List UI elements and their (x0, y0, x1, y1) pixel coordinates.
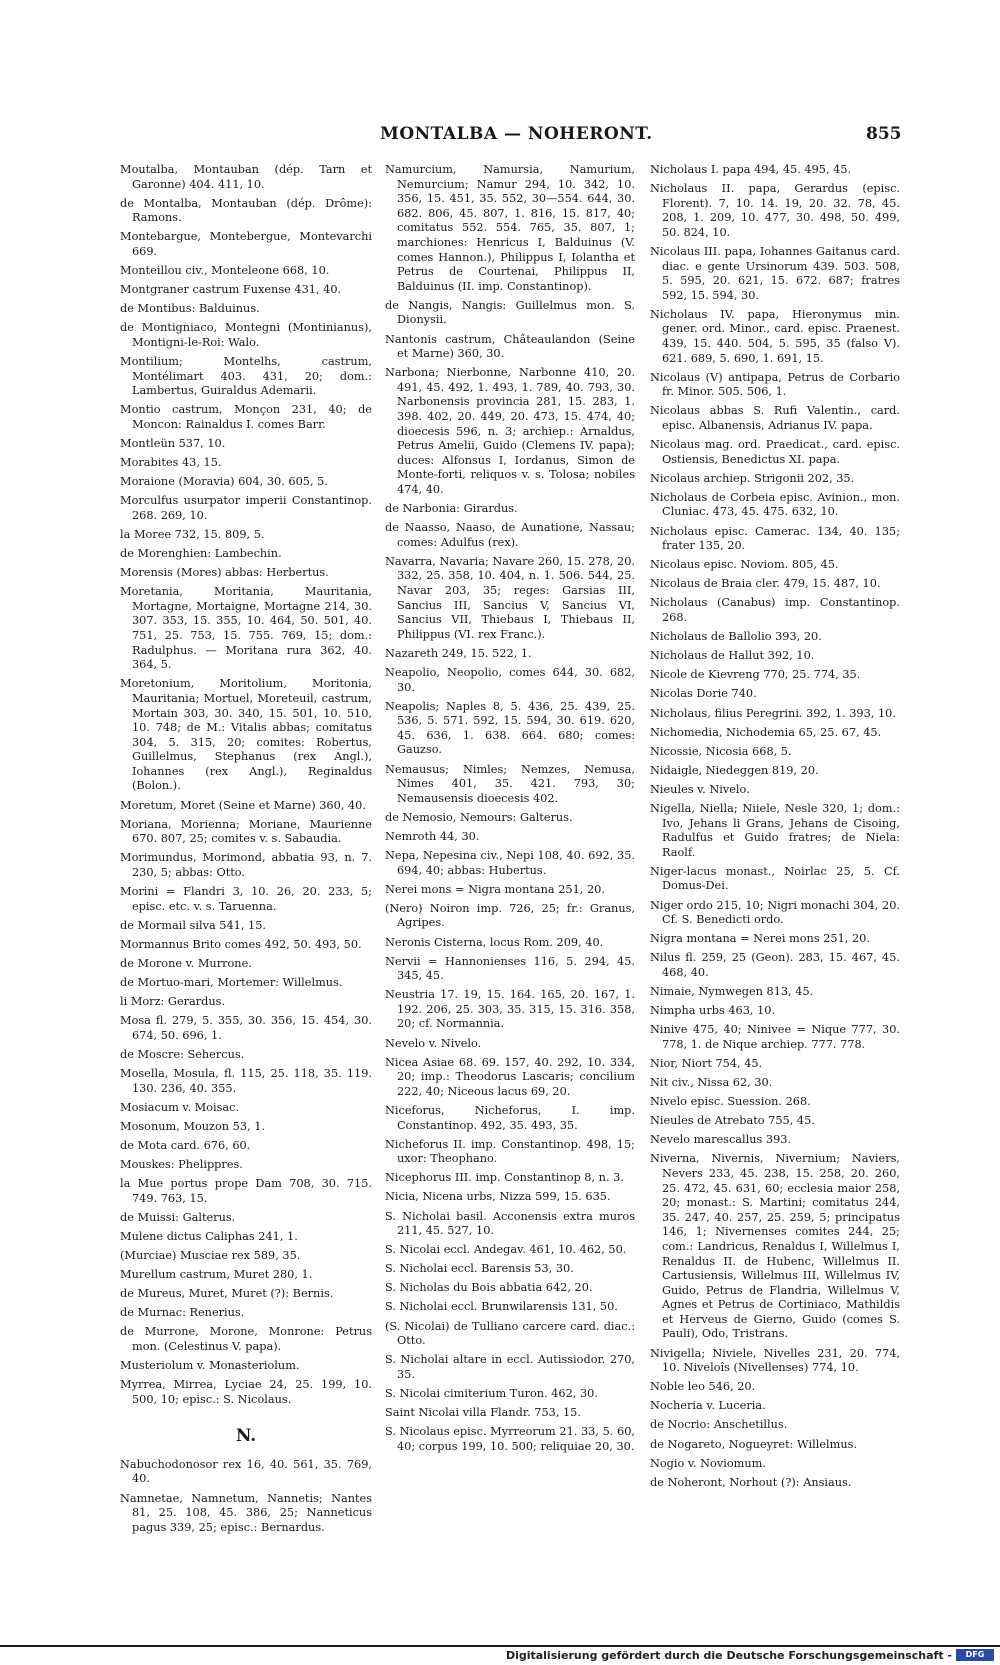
index-entry: Myrrea, Mirrea, Lyciae 24, 25. 199, 10. 500, 10; episc.: S. Nicolaus. (120, 1378, 372, 1406)
footer-rule (0, 1645, 1000, 1647)
index-entry: Mosonum, Mouzon 53, 1. (120, 1119, 266, 1133)
index-entry: Nicole de Kievreng 770, 25. 774, 35. (650, 668, 861, 682)
index-entry: Nicholaus IV. papa, Hieronymus min. gener. ord. Minor., card. episc. Praenest. 439, 15. 440. 504, 5. 595, 35 (falso V). 621. 689, 5. 690, 1. 691, 15. (650, 307, 900, 365)
index-entry: Montio castrum, Monçon 231, 40; de Moncon: Rainaldus I. comes Barr. (120, 403, 372, 431)
index-entry: Nicholaus, filius Peregrini. 392, 1. 393, 10. (650, 706, 896, 720)
index-entry: Nicolaus mag. ord. Praedicat., card. episc. Ostiensis, Benedictus XI. papa. (650, 438, 900, 466)
index-entry: Nevelo v. Nivelo. (385, 1036, 482, 1050)
index-entry: Nogio v. Noviomum. (650, 1456, 766, 1470)
index-entry: S. Nicolai cimiterium Turon. 462, 30. (385, 1386, 598, 1400)
index-entry: Montilium; Montelhs, castrum, Montélimart 403. 431, 20; dom.: Lambertus, Guiraldus Ademarii. (120, 355, 372, 398)
index-entry: Nicholaus I. papa 494, 45. 495, 45. (650, 163, 852, 176)
index-entry: S. Nicholai eccl. Brunwilarensis 131, 50. (385, 1300, 618, 1314)
index-entry: Nimpha urbs 463, 10. (650, 1004, 776, 1018)
index-entry: Morini = Flandri 3, 10. 26, 20. 233, 5; episc. etc. v. s. Taruenna. (120, 885, 372, 913)
index-entry: Nantonis castrum, Châteaulandon (Seine et Marne) 360, 30. (385, 332, 635, 361)
index-entry: de Muissi: Galterus. (120, 1210, 236, 1224)
index-entry: S. Nicolaus episc. Myrreorum 21. 33, 5. 60, 40; corpus 199, 10. 500; reliquiae 20, 30. (385, 1425, 635, 1453)
index-entry: Nichomedia, Nichodemia 65, 25. 67, 45. (650, 725, 882, 739)
index-entry: de Narbonia: Girardus. (385, 502, 518, 516)
index-entry: S. Nicholai basil. Acconensis extra muros 211, 45. 527, 10. (385, 1209, 635, 1238)
index-entry: Nicolaus (V) antipapa, Petrus de Corbario fr. Minor. 505. 506, 1. (650, 370, 900, 399)
index-entry: Nicholaus episc. Camerac. 134, 40. 135; frater 135, 20. (650, 524, 900, 553)
running-title: MONTALBA — NOHERONT. (380, 124, 653, 144)
index-entry: de Murnac: Renerius. (120, 1306, 245, 1320)
index-entry: Niger ordo 215, 10; Nigri monachi 304, 20. Cf. S. Benedicti ordo. (650, 898, 900, 927)
index-entry: de Murrone, Morone, Monrone: Petrus mon. (Celestinus V. papa). (120, 1325, 372, 1353)
index-entry: Nerei mons = Nigra montana 251, 20. (385, 882, 605, 896)
index-entry: Nivelo episc. Suession. 268. (650, 1095, 811, 1109)
index-entry: de Mormail silva 541, 15. (120, 918, 266, 932)
index-entry: Morensis (Mores) abbas: Herbertus. (120, 566, 329, 580)
index-entry: S. Nicolai eccl. Andegav. 461, 10. 462, 50. (385, 1243, 627, 1257)
index-entry: Navarra, Navaria; Navare 260, 15. 278, 20. 332, 25. 358, 10. 404, n. 1. 506. 544, 25. Navar 203, 35; reges: Garsias III, Sancius III, Sancius V, Sancius VI, Sancius VII, Thiebaus I, Thiebaus II, Philippus (VI. rex Franc.). (385, 554, 635, 641)
index-entry: Nicossie, Nicosia 668, 5. (650, 744, 792, 758)
index-entry: Nidaigle, Niedeggen 819, 20. (650, 763, 819, 777)
index-entry: Montleün 537, 10. (120, 437, 226, 450)
index-entry: Niverna, Nivernis, Nivernium; Naviers, Nevers 233, 45. 238, 15. 258, 20. 260, 25. 472, 45. 631, 60; ecclesia maior 258, 20; monast.: S. Martini; comitatus 244, 35. 247, 40. 257, 25. 259, 5; principatus 146, 1; Nivernenses comites 244, 25; com.: Landricus, Renaldus I, Willelmus I, Renaldus II. de Hubenc, Willelmus II. Cartusiensis, Willelmus III, Willelmus IV, Guido, Petrus de Flandria, Willelmus V, Agnes et Petrus de Cortiniaco, Mathildis et Herveus de Gierno, Guido (comes S. Pauli), Odo, Tristrans. (650, 1152, 900, 1341)
index-entry: Nieules de Atrebato 755, 45. (650, 1114, 815, 1128)
index-entry: de Noheront, Norhout (?): Ansiaus. (650, 1475, 852, 1489)
index-entry: Neronis Cisterna, locus Rom. 209, 40. (385, 935, 604, 949)
index-entry: Nigra montana = Nerei mons 251, 20. (650, 932, 870, 946)
dfg-logo: DFG (956, 1649, 994, 1661)
index-entry: Nicholaus de Corbeia episc. Avinion., mon. Cluniac. 473, 45. 475. 632, 10. (650, 490, 900, 519)
index-entry: de Morenghien: Lambechin. (120, 547, 282, 561)
index-entry: Nilus fl. 259, 25 (Geon). 283, 15. 467, 45. 468, 40. (650, 951, 900, 979)
index-entry: Nicolaus abbas S. Rufi Valentin., card. episc. Albanensis, Adrianus IV. papa. (650, 404, 900, 432)
index-entry: Narbona; Nierbonne, Narbonne 410, 20. 491, 45. 492, 1. 493, 1. 789, 40. 793, 30. Narbonensis provincia 281, 15. 283, 1. 398. 402, 20. 449, 20. 473, 15. 474, 40; dioecesis 596, n. 3; archiep.: Arnaldus, Petrus Amelii, Guido (Clemens IV. papa); duces: Alfonsus I, Iordanus, Simon de Monte-forti, reliquos v. s. Tolosa; nobiles 474, 40. (385, 366, 635, 496)
index-entry: Moretania, Moritania, Mauritania, Mortagne, Mortaigne, Mortagne 214, 30. 307. 353, 15. 355, 10. 464, 50. 501, 40. 751, 25. 753, 15. 755. 769, 15; dom.: Radulphus. — Moritana rura 362, 40. 364, 5. (120, 585, 372, 672)
index-entry: Nicholaus de Hallut 392, 10. (650, 649, 815, 663)
index-entry: Nicolaus de Braia cler. 479, 15. 487, 10. (650, 577, 881, 591)
index-entry: Nicolaus episc. Noviom. 805, 45. (650, 558, 839, 572)
index-entry: Moriana, Morienna; Moriane, Maurienne 670. 807, 25; comites v. s. Sabaudia. (120, 817, 372, 846)
index-entry: S. Nicholai altare in eccl. Autissiodor. 270, 35. (385, 1353, 635, 1381)
index-entry: Nepa, Nepesina civ., Nepi 108, 40. 692, 35. 694, 40; abbas: Hubertus. (385, 849, 635, 877)
index-entry: Montgraner castrum Fuxense 431, 40. (120, 283, 342, 297)
index-column-2 (385, 163, 635, 1459)
index-entry: Nervii = Hannonienses 116, 5. 294, 45. 345, 45. (385, 954, 635, 983)
index-entry: Mormannus Brito comes 492, 50. 493, 50. (120, 937, 362, 951)
index-entry: Nemroth 44, 30. (385, 829, 480, 843)
index-entry: de Naasso, Naaso, de Aunatione, Nassau; comes: Adulfus (rex). (385, 521, 635, 549)
index-entry: Mosella, Mosula, fl. 115, 25. 118, 35. 119. 130. 236, 40. 355. (120, 1066, 372, 1095)
index-entry: Nicia, Nicena urbs, Nizza 599, 15. 635. (385, 1190, 611, 1204)
index-entry: Nivigella; Niviele, Nivelles 231, 20. 774, 10. Niveloîs (Nivellenses) 774, 10. (650, 1346, 900, 1375)
index-entry: Nimaie, Nymwegen 813, 45. (650, 985, 814, 998)
index-entry: Moretonium, Moritolium, Moritonia, Mauritania; Mortuel, Moreteuil, castrum, Mortain 303, 30. 340, 15. 501, 10. 510, 10. 748; de M.: Vitalis abbas; comitatus 304, 5. 315, 20; comites: Robertus, Guillelmus, Stephanus (rex Angl.), Iohannes (rex Angl.), Reginaldus (Bolon.). (120, 677, 372, 793)
index-entry: (Nero) Noiron imp. 726, 25; fr.: Granus, Agripes. (385, 901, 635, 930)
index-entry: de Montalba, Montauban (dép. Drôme): Ramons. (120, 196, 372, 225)
index-entry: la Moree 732, 15. 809, 5. (120, 527, 265, 541)
index-entry: Nicholaus II. papa, Gerardus (episc. Florent). 7, 10. 14. 19, 20. 32. 78, 45. 208, 1. 209, 10. 477, 30. 498, 50. 499, 50. 824, 10. (650, 182, 900, 239)
index-entry: Morculfus usurpator imperii Constantinop. 268. 269, 10. (120, 494, 372, 522)
index-entry: Mulene dictus Caliphas 241, 1. (120, 1229, 298, 1243)
index-entry: Nior, Niort 754, 45. (650, 1056, 763, 1070)
index-entry: Neustria 17. 19, 15. 164. 165, 20. 167, 1. 192. 206, 25. 303, 35. 315, 15. 316. 358, 20; cf. Normannia. (385, 988, 635, 1031)
index-entry: Montebargue, Montebergue, Montevarchi 669. (120, 230, 372, 258)
index-entry: Ninive 475, 40; Ninivee = Nique 777, 30. 778, 1. de Nique archiep. 777. 778. (650, 1023, 900, 1051)
index-entry: Mouskes: Phelippres. (120, 1157, 243, 1171)
index-entry: de Mureus, Muret, Muret (?): Bernis. (120, 1287, 334, 1301)
index-entry: Nocheria v. Luceria. (650, 1399, 766, 1413)
index-entry: Niger-lacus monast., Noirlac 25, 5. Cf. Domus-Dei. (650, 864, 900, 893)
index-entry: Moutalba, Montauban (dép. Tarn et Garonne) 404. 411, 10. (120, 163, 372, 191)
index-entry: de Mota card. 676, 60. (120, 1138, 251, 1152)
index-entry: de Montigniaco, Montegni (Montinianus), Montigni-le-Roi: Walo. (120, 321, 372, 349)
index-entry: de Nocrio: Anschetillus. (650, 1418, 788, 1432)
index-entry: Nicolaus III. papa, Iohannes Gaitanus card. diac. e gente Ursinorum 439. 503. 508, 5. 595, 20. 621, 15. 672. 687; fratres 592, 15. 594, 30. (650, 244, 900, 302)
index-entry: Mosa fl. 279, 5. 355, 30. 356, 15. 454, 30. 674, 50. 696, 1. (120, 1014, 372, 1042)
index-entry: de Mortuo-mari, Mortemer: Willelmus. (120, 976, 343, 989)
footer-bar (0, 1645, 1000, 1665)
index-entry: de Nangis, Nangis: Guillelmus mon. S. Dionysii. (385, 298, 635, 327)
index-entry: li Morz: Gerardus. (120, 995, 226, 1009)
index-entry: Nabuchodonosor rex 16, 40. 561, 35. 769, 40. (120, 1457, 372, 1486)
index-entry: S. Nicholas du Bois abbatia 642, 20. (385, 1281, 593, 1295)
page-header (0, 124, 1000, 152)
index-entry: Murellum castrum, Muret 280, 1. (120, 1268, 313, 1281)
index-entry: Neapolio, Neopolio, comes 644, 30. 682, 30. (385, 666, 635, 694)
index-column-1 (120, 163, 372, 1540)
index-entry: Nieules v. Nivelo. (650, 782, 750, 796)
index-entry: Nicephorus III. imp. Constantinop 8, n. 3. (385, 1171, 624, 1185)
index-entry: de Moscre: Sehercus. (120, 1047, 245, 1061)
index-entry: Moretum, Moret (Seine et Marne) 360, 40. (120, 798, 366, 812)
index-entry: Nemausus; Nimles; Nemzes, Nemusa, Nimes 401, 35. 421. 793, 30; Nemausensis dioecesis 402. (385, 762, 635, 805)
index-entry: de Morone v. Murrone. (120, 956, 252, 970)
index-entry: la Mue portus prope Dam 708, 30. 715. 749. 763, 15. (120, 1177, 372, 1205)
index-entry: Nigella, Niella; Niiele, Nesle 320, 1; dom.: Ivo, Jehans li Grans, Jehans de Cisoing, Radulfus et Guido fratres; de Niela: Raolf. (650, 801, 900, 859)
index-entry: S. Nicholai eccl. Barensis 53, 30. (385, 1262, 574, 1276)
funding-note: Digitalisierung gefördert durch die Deutsche Forschungsgemeinschaft - (505, 1649, 952, 1662)
index-entry: Nicea Asiae 68. 69. 157, 40. 292, 10. 334, 20; imp.: Theodorus Lascaris; concilium 222, 40; Niceous lacus 69, 20. (385, 1055, 635, 1098)
index-entry: Neapolis; Naples 8, 5. 436, 25. 439, 25. 536, 5. 571. 592, 15. 594, 30. 619. 620, 45. 636, 1. 638. 664. 680; comes: Gauzso. (385, 699, 635, 757)
index-entry: Saint Nicolai villa Flandr. 753, 15. (385, 1406, 581, 1420)
section-letter-heading: N. (235, 1426, 257, 1447)
index-entry: Morimundus, Morimond, abbatia 93, n. 7. 230, 5; abbas: Otto. (120, 851, 372, 879)
index-entry: Nicheforus II. imp. Constantinop. 498, 15; uxor: Theophano. (385, 1137, 635, 1166)
index-column-3 (650, 163, 900, 1495)
index-entry: Morabites 43, 15. (120, 456, 222, 470)
index-entry: (Murciae) Musciae rex 589, 35. (120, 1248, 301, 1262)
index-entry: Nicholaus de Ballolio 393, 20. (650, 630, 822, 644)
index-entry: Mosiacum v. Moisac. (120, 1100, 240, 1114)
index-entry: Niceforus, Nicheforus, I. imp. Constantinop. 492, 35. 493, 35. (385, 1103, 635, 1132)
index-entry: Noble leo 546, 20. (650, 1380, 756, 1394)
index-entry: Namnetae, Namnetum, Nannetis; Nantes 81, 25. 108, 45. 386, 25; Nanneticus pagus 339, 25; episc.: Bernardus. (120, 1491, 372, 1534)
index-entry: Namurcium, Namursia, Namurium, Nemurcium; Namur 294, 10. 342, 10. 356, 15. 451, 35. 552, 30—554. 644, 30. 682. 806, 45. 807, 1. 816, 15. 817, 40; comitatus 552. 554. 765, 35. 807, 1; marchiones: Henricus I, Balduinus (V. comes Hannon.), Philippus I, Iolantha et Petrus de Courtenai, Philippus II, Balduinus (II. imp. Constantinop). (385, 163, 635, 293)
index-entry: Moraione (Moravia) 604, 30. 605, 5. (120, 475, 328, 489)
page-number: 855 (866, 124, 902, 144)
index-entry: de Montibus: Balduinus. (120, 302, 260, 316)
index-entry: de Nemosio, Nemours: Galterus. (385, 810, 573, 824)
index-entry: Musteriolum v. Monasteriolum. (120, 1358, 300, 1372)
index-entry: de Nogareto, Nogueyret: Willelmus. (650, 1437, 857, 1451)
index-entry: Nicolas Dorie 740. (650, 687, 757, 701)
index-entry: Nazareth 249, 15. 522, 1. (385, 646, 532, 660)
index-entry: Monteillou civ., Monteleone 668, 10. (120, 264, 330, 278)
index-entry: (S. Nicolai) de Tulliano carcere card. diac.: Otto. (385, 1319, 635, 1348)
index-entry: Nevelo marescallus 393. (650, 1133, 792, 1147)
index-entry: Nicholaus (Canabus) imp. Constantinop. 268. (650, 596, 900, 625)
index-entry: Nicolaus archiep. Strigonii 202, 35. (650, 471, 855, 485)
index-entry: Nit civ., Nissa 62, 30. (650, 1075, 773, 1089)
